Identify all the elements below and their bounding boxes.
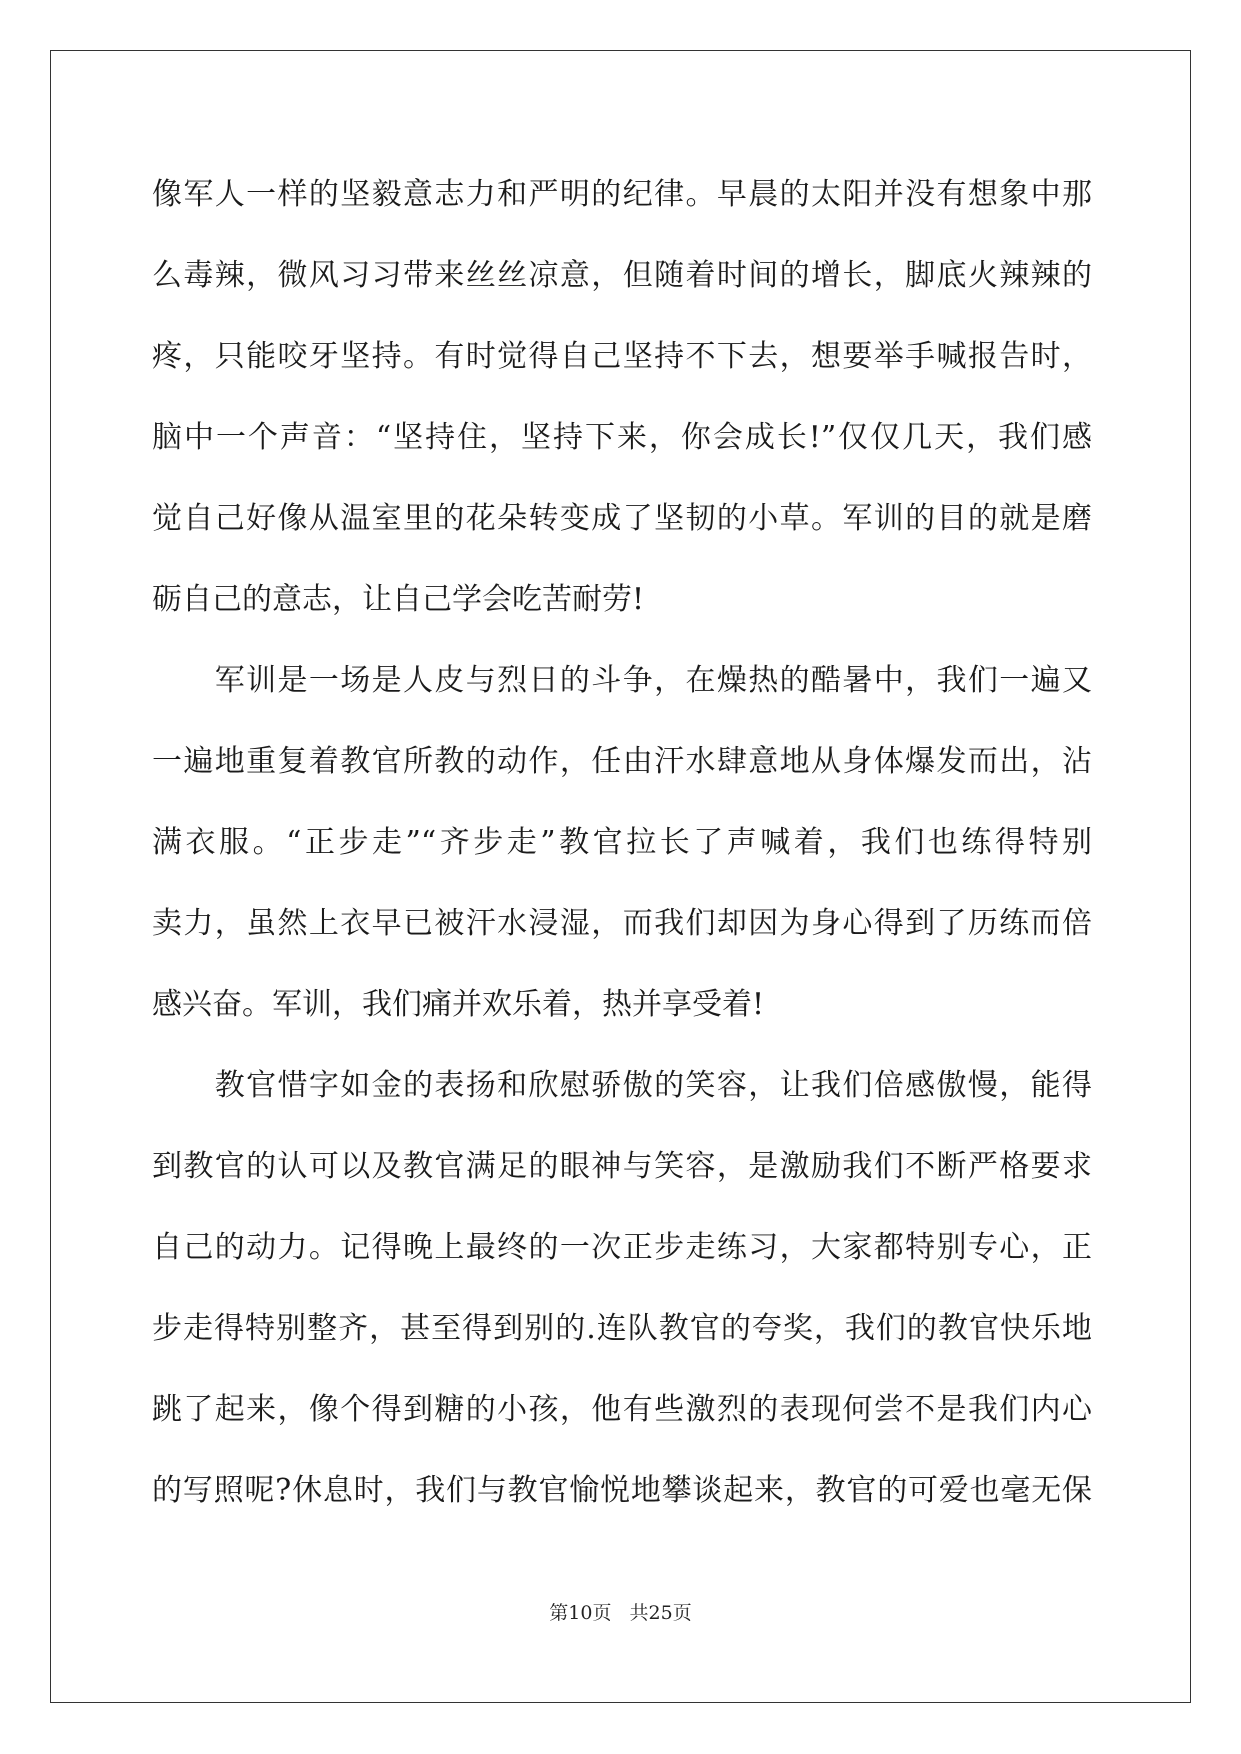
page-footer xyxy=(0,1598,1241,1625)
text-line: 疼，只能咬牙坚持。有时觉得自己坚持不下去，想要举手喊报告时， xyxy=(152,339,1092,374)
text-line: 军训是一场是人皮与烈日的斗争，在燥热的酷暑中，我们一遍又 xyxy=(152,663,1092,698)
text-line: 脑中一个声音：“坚持住，坚持下来，你会成长!”仅仅几天，我们感 xyxy=(152,420,1092,455)
text-line: 感兴奋。军训，我们痛并欢乐着，热并享受着! xyxy=(152,987,765,1022)
page-total: 共25页 xyxy=(629,1602,692,1624)
text-line: 卖力，虽然上衣早已被汗水浸湿，而我们却因为身心得到了历练而倍 xyxy=(152,906,1092,941)
text-line: 自己的动力。记得晚上最终的一次正步走练习，大家都特别专心，正 xyxy=(152,1230,1092,1265)
text-line: 到教官的认可以及教官满足的眼神与笑容，是激励我们不断严格要求 xyxy=(152,1149,1092,1184)
text-line: 一遍地重复着教官所教的动作，任由汗水肆意地从身体爆发而出，沾 xyxy=(152,744,1092,779)
text-line: 么毒辣，微风习习带来丝丝凉意，但随着时间的增长，脚底火辣辣的 xyxy=(152,258,1092,293)
text-line: 跳了起来，像个得到糖的小孩，他有些激烈的表现何尝不是我们内心 xyxy=(152,1392,1092,1427)
page-number: 第10页 xyxy=(549,1602,612,1624)
text-line: 步走得特别整齐，甚至得到别的.连队教官的夸奖，我们的教官快乐地 xyxy=(152,1311,1092,1346)
text-line: 像军人一样的坚毅意志力和严明的纪律。早晨的太阳并没有想象中那 xyxy=(152,177,1092,212)
text-line: 觉自己好像从温室里的花朵转变成了坚韧的小草。军训的目的就是磨 xyxy=(152,501,1092,536)
body-text xyxy=(152,154,1092,1531)
text-line: 满衣服。“正步走”“齐步走”教官拉长了声喊着，我们也练得特别 xyxy=(152,825,1092,860)
text-line: 砺自己的意志，让自己学会吃苦耐劳! xyxy=(152,582,645,617)
text-line: 的写照呢?休息时，我们与教官愉悦地攀谈起来，教官的可爱也毫无保 xyxy=(152,1473,1092,1508)
text-line: 教官惜字如金的表扬和欣慰骄傲的笑容，让我们倍感傲慢，能得 xyxy=(152,1068,1092,1103)
